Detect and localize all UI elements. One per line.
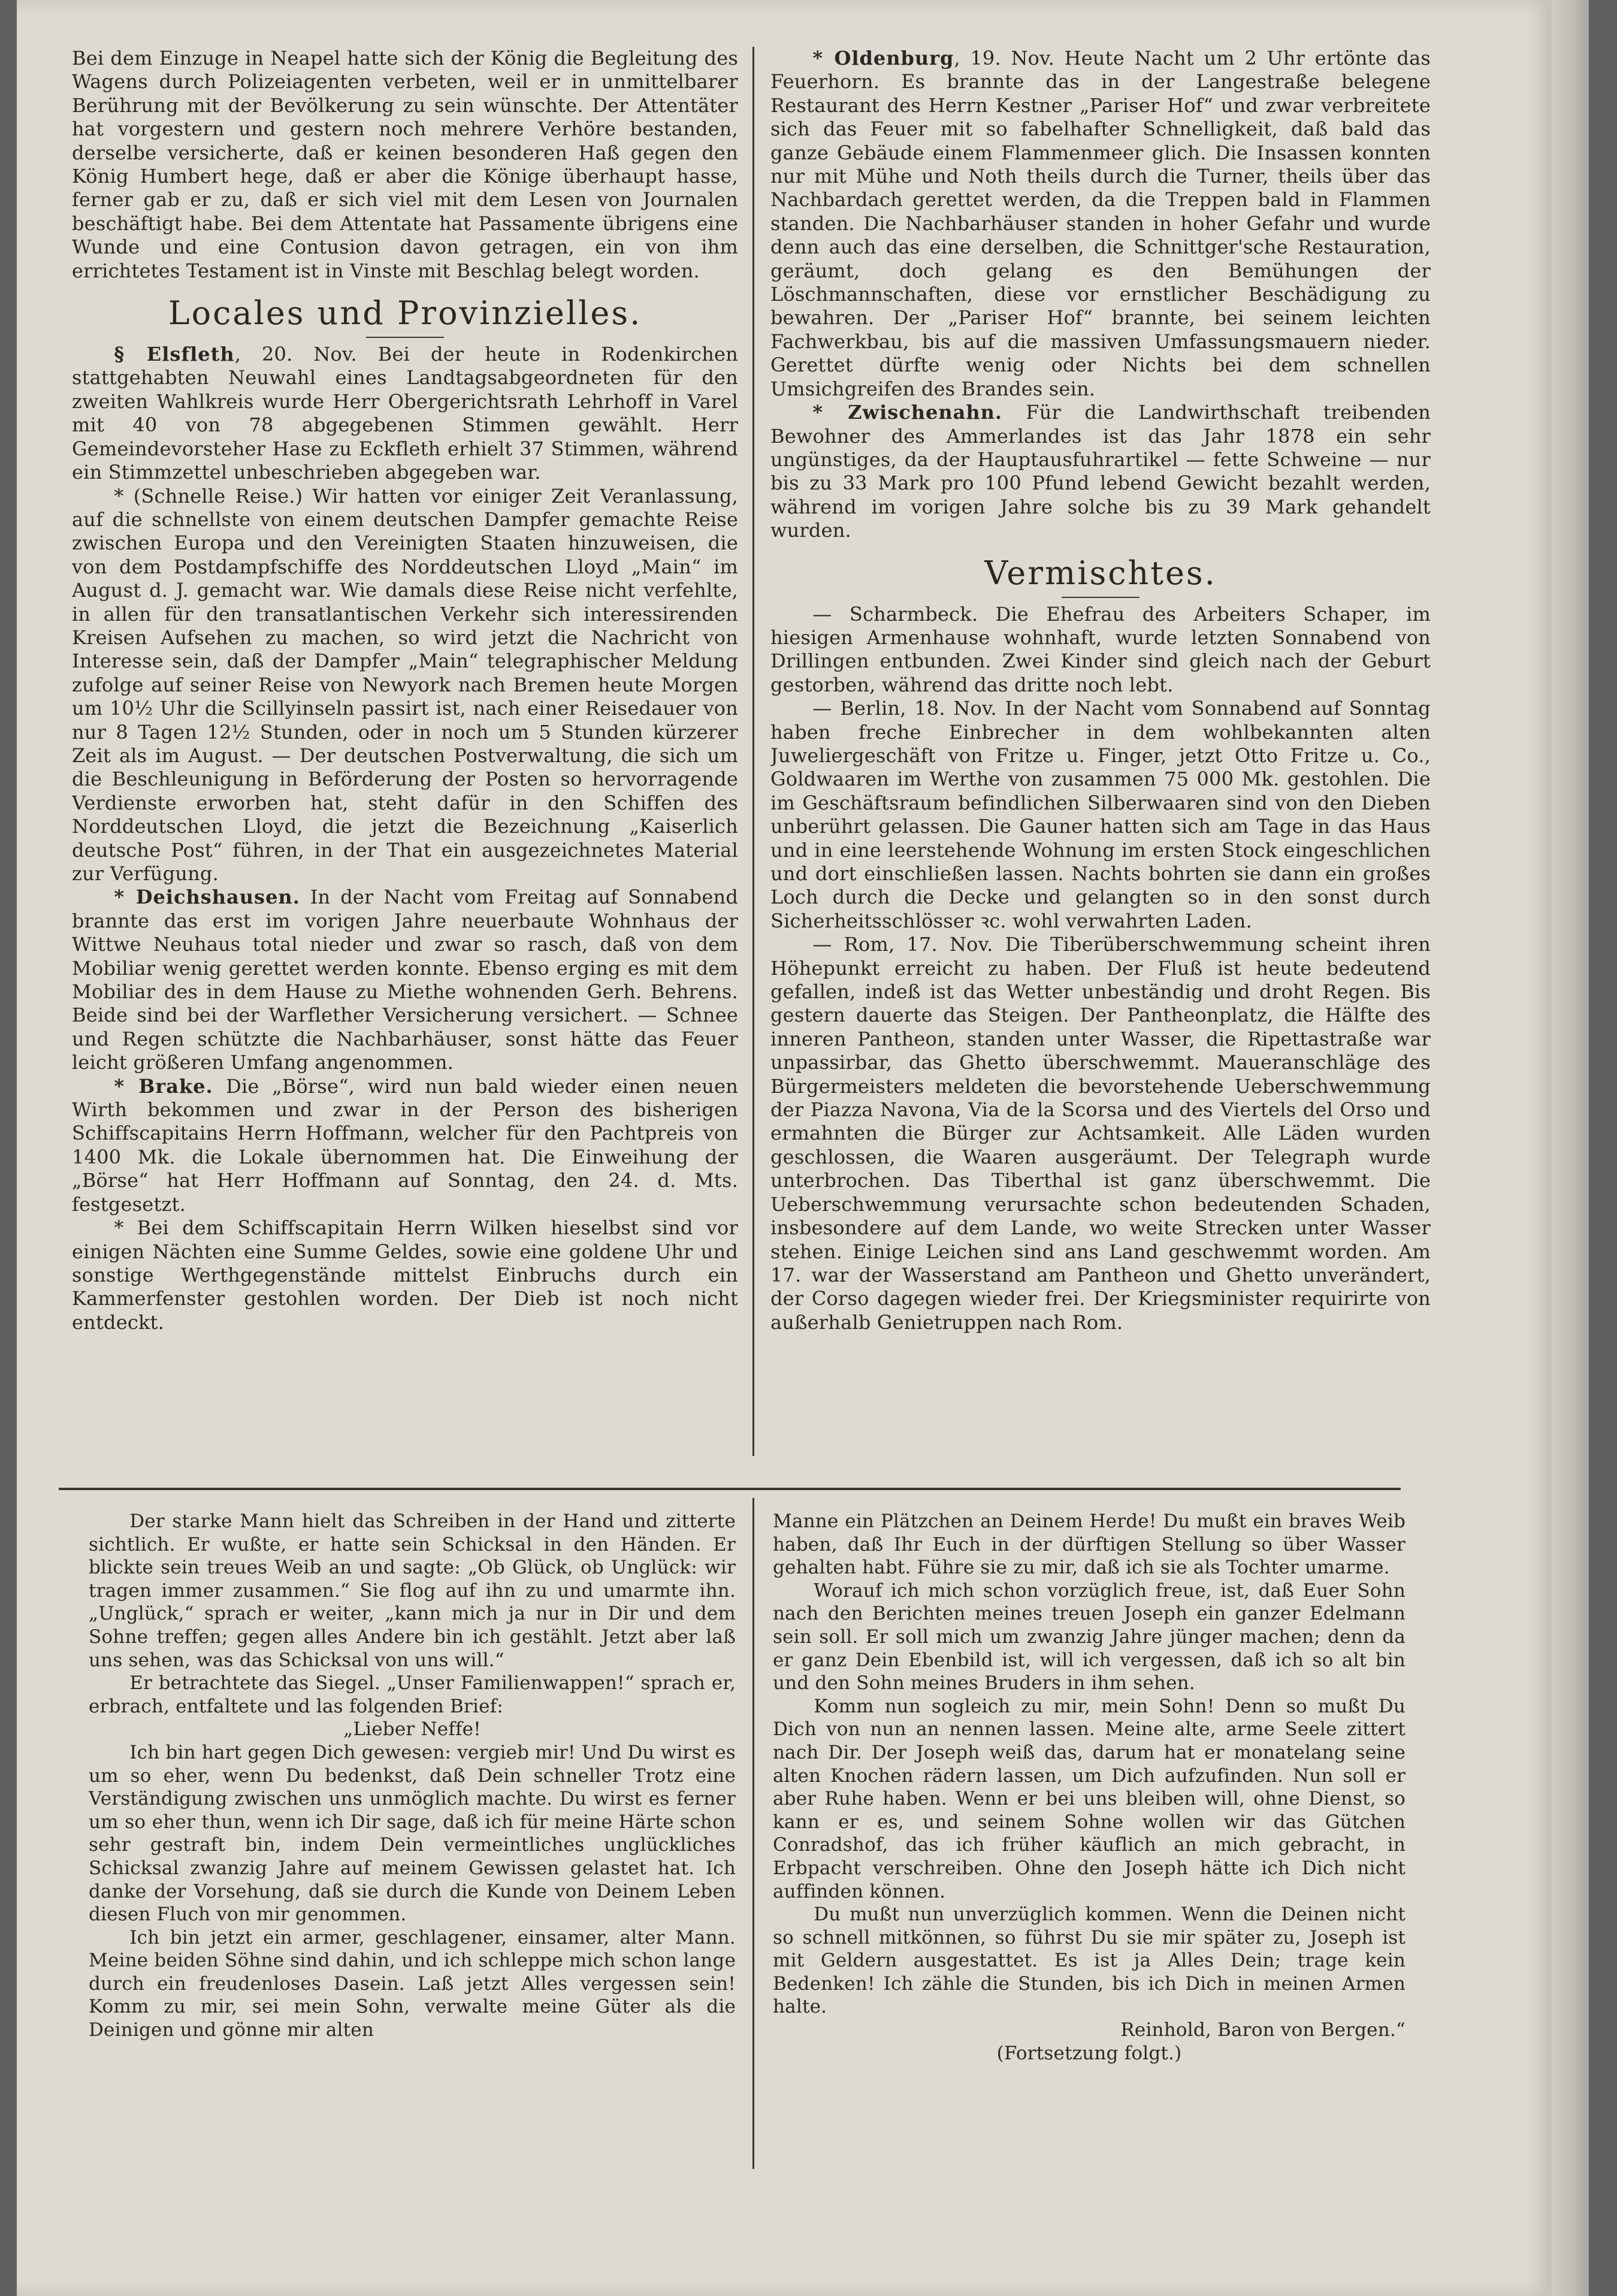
page-edge xyxy=(1552,0,1589,2296)
feuilleton-paragraph: Ich bin hart gegen Dich gewesen: vergieb mir! Und Du wirst es um so eher, wenn Du bedenkst, daß Dein schneller Trotz eine Verständigung zwischen uns unmöglich machte. Du wirst es ferner um so eher thun, wenn ich Dir sage, daß ich für meine Härte schon sehr gestraft bin, indem Dein vermeintliches unglückliches Schicksal zwanzig Jahre auf meinem Gewissen gelastet hat. Ich danke der Vorsehung, daß sie durch die Kunde von Deinem Leben diesen Fluch von mir genommen. xyxy=(89,1741,736,1926)
letter-salutation: „Lieber Neffe! xyxy=(343,1718,481,1741)
elsfleth-location: § Elsfleth xyxy=(114,343,235,366)
heading-rule xyxy=(1062,597,1140,598)
continuation-note: (Fortsetzung folgt.) xyxy=(996,2042,1182,2064)
letter-signature: Reinhold, Baron von Bergen.“ xyxy=(1120,2019,1406,2041)
section-heading-vermischtes: Vermischtes. xyxy=(984,554,1217,592)
top-left-column xyxy=(72,47,738,1437)
newspaper-page xyxy=(17,0,1552,2296)
heading-rule xyxy=(366,337,444,338)
deichshausen-location: * Deichshausen. xyxy=(114,886,300,909)
zwischenahn-article xyxy=(770,401,1431,542)
deichshausen-article xyxy=(72,886,738,1074)
feuilleton-paragraph: Ich bin jetzt ein armer, geschlagener, einsamer, alter Mann. Meine beiden Söhne sind dahin, und ich schleppe mich schon lange durch ein freudenloses Dasein. Laß jetzt Alles vergessen sein! Komm zu mir, sei mein Sohn, verwalte meine Güter als die Deinigen und gönne mir alten xyxy=(89,1926,736,2041)
berlin-article: — Berlin, 18. Nov. In der Nacht vom Sonnabend auf Sonntag haben freche Einbrecher in dem wohlbekannten alten Juweliergeschäft von Fritze u. Finger, jetzt Otto Fritze u. Co., Goldwaaren im Werthe von zusammen 75 000 Mk. gestohlen. Die im Geschäftsraum befindlichen Silberwaaren sind von den Dieben unberührt gelassen. Die Gauner hatten sich am Tage in das Haus und in eine leerstehende Wohnung im ersten Stock eingeschlichen und dort einschließen lassen. Nachts bohrten sie dann ein großes Loch durch die Decke und gelangten so in den sonst durch Sicherheitsschlösser ꝛc. wohl verwahrten Laden. xyxy=(770,697,1431,932)
neapel-article: Bei dem Einzuge in Neapel hatte sich der König die Begleitung des Wagens durch Polizeiagenten verbeten, weil er in unmittelbarer Berührung mit der Bevölkerung zu sein wünschte. Der Attentäter hat vorgestern und gestern noch mehrere Verhöre bestanden, derselbe versicherte, daß er keinen besonderen Haß gegen den König Humbert hege, daß er aber die Könige überhaupt hasse, ferner gab er zu, daß er sich viel mit dem Lesen von Journalen beschäftigt habe. Bei dem Attentate hat Passamente übrigens eine Wunde und eine Contusion davon getragen, ein von ihm errichtetes Testament ist in Vinste mit Beschlag belegt worden. xyxy=(72,47,738,282)
feuilleton-paragraph: Der starke Mann hielt das Schreiben in der Hand und zitterte sichtlich. Er wußte, er hatte sein Schicksal in den Händen. Er blickte sein treues Weib an und sagte: „Ob Glück, ob Unglück: wir tragen immer zusammen.“ Sie flog auf ihn zu und umarmte ihn. „Unglück,“ sprach er weiter, „kann mich ja nur in Dir und dem Sohne treffen; gegen alles Andere bin ich gestählt. Jetzt aber laß uns sehen, was das Schicksal von uns will.“ xyxy=(89,1510,736,1671)
section-heading-locales: Locales und Provinzielles. xyxy=(168,294,642,333)
elsfleth-date: , 20. Nov. xyxy=(234,343,357,366)
oldenburg-article xyxy=(770,47,1431,401)
elsfleth-text: Bei der heute in Rodenkirchen stattgehabten Neuwahl eines Landtagsabgeordneten für den zweiten Wahlkreis wurde Herr Obergerichtsrath Lehrhoff in Varel mit 40 von 78 abgegebenen Stimmen gewählt. Herr Gemeindevorsteher Hase zu Eckfleth erhielt 37 Stimmen, während ein Stimmzettel unbeschrieben abgegeben war. xyxy=(72,343,738,484)
oldenburg-location: * Oldenburg xyxy=(812,47,954,70)
oldenburg-date: , 19. Nov. xyxy=(954,47,1054,70)
zwischenahn-text: Für die Landwirthschaft treibenden Bewohner des Ammerlandes ist das Jahr 1878 ein sehr ungünstiges, da der Hauptausfuhrartikel — fette Schweine — nur bis zu 33 Mark pro 100 Pfund lebend Gewicht bezahlt werden, während im vorigen Jahre solche bis zu 39 Mark gehandelt wurden. xyxy=(770,401,1431,542)
feuilleton-right-column xyxy=(773,1510,1406,2229)
column-divider-top xyxy=(752,47,754,1456)
rom-article: — Rom, 17. Nov. Die Tiberüberschwemmung scheint ihren Höhepunkt erreicht zu haben. Der Fluß ist heute bedeutend gefallen, indeß ist das Wetter unbeständig und droht Regen. Bis gestern dauerte das Steigen. Der Pantheonplatz, die Hälfte des inneren Pantheon, standen unter Wasser, die Ripettastraße war unpassirbar, das Ghetto überschwemmt. Maueranschläge des Bürgermeisters meldeten die bevorstehende Ueberschwemmung der Piazza Navona, Via de la Scorsa und des Viertels del Orso und ermahnten die Bürger zur Achtsamkeit. Alle Läden wurden geschlossen, die Waaren ausgeräumt. Der Telegraph wurde unterbrochen. Das Tiberthal ist ganz überschwemmt. Die Ueberschwemmung verursachte schon bedeutenden Schaden, insbesondere auf dem Lande, wo weite Strecken unter Wasser stehen. Einige Leichen sind ans Land geschwemmt worden. Am 17. war der Wasserstand am Pantheon und Ghetto unverändert, der Corso dagegen wieder frei. Der Kriegsminister requirirte von außerhalb Genietruppen nach Rom. xyxy=(770,933,1431,1334)
deichshausen-text: In der Nacht vom Freitag auf Sonnabend brannte das erst im vorigen Jahre neuerbaute Wohnhaus der Wittwe Neuhaus total nieder und zwar so rasch, daß von dem Mobiliar wenig gerettet werden konnte. Ebenso erging es mit dem Mobiliar des in dem Hause zu Miethe wohnenden Gerh. Behrens. Beide sind bei der Warflether Versicherung versichert. — Schnee und Regen schützte die Nachbarhäuser, sonst hätte das Feuer leicht größeren Umfang angenommen. xyxy=(72,886,738,1074)
brake-text: Die „Börse“, wird nun bald wieder einen neuen Wirth bekommen und zwar in der Person des bisherigen Schiffscapitains Herrn Hoffmann, welcher für den Pachtpreis von 1400 Mk. die Lokale übernommen hat. Die Einweihung der „Börse“ hat Herr Hoffmann auf Sonntag, den 24. d. Mts. festgesetzt. xyxy=(72,1074,738,1216)
wilken-article: * Bei dem Schiffscapitain Herrn Wilken hieselbst sind vor einigen Nächten eine Summe Geldes, sowie eine goldene Uhr und sonstige Werthgegenstände mittelst Einbruchs durch ein Kammerfenster gestohlen worden. Der Dieb ist noch nicht entdeckt. xyxy=(72,1216,738,1334)
scharmbeck-article: — Scharmbeck. Die Ehefrau des Arbeiters Schaper, im hiesigen Armenhause wohnhaft, wurde letzten Sonnabend von Drillingen entbunden. Zwei Kinder sind gleich nach der Geburt gestorben, während das dritte noch lebt. xyxy=(770,602,1431,696)
top-right-column xyxy=(770,47,1431,1443)
column-divider-bottom xyxy=(752,1498,754,2169)
oldenburg-text: Heute Nacht um 2 Uhr ertönte das Feuerhorn. Es brannte das in der Langestraße belegene Restaurant des Herrn Kestner „Pariser Hof“ und zwar verbreitete sich das Feuer mit so fabelhafter Schnelligkeit, daß bald das ganze Gebäude einem Flammenmeer glich. Die Insassen konnten nur mit Mühe und Noth theils durch die Turner, theils über das Nachbardach gerettet werden, da die Treppen bald in Flammen standen. Die Nachbarhäuser standen in hoher Gefahr und wurde denn auch das eine derselben, die Schnittger'sche Restauration, geräumt, doch gelang es den Bemühungen der Löschmannschaften, diese vor ernstlicher Beschädigung zu bewahren. Der „Pariser Hof“ brannte, bei seinem leichten Fachwerkbau, bis auf die massiven Umfassungsmauern nieder. Gerettet dürfte wenig oder Nichts bei dem schnellen Umsichgreifen des Brandes sein. xyxy=(770,47,1431,400)
brake-location: * Brake. xyxy=(114,1074,213,1098)
zwischenahn-location: * Zwischenahn. xyxy=(812,401,1003,424)
feuilleton-paragraph: Er betrachtete das Siegel. „Unser Familienwappen!“ sprach er, erbrach, entfaltete und las folgenden Brief: xyxy=(89,1672,736,1717)
brake-article xyxy=(72,1075,738,1216)
feuilleton-left-column xyxy=(89,1510,736,2265)
feuilleton-divider xyxy=(59,1488,1401,1490)
feuilleton-paragraph: Du mußt nun unverzüglich kommen. Wenn die Deinen nicht so schnell mitkönnen, so führst Du sie mir später zu, Joseph ist mit Geldern ausgestattet. Es ist ja Alles Dein; trage kein Bedenken! Ich zähle die Stunden, bis ich Dich in meinen Armen halte. xyxy=(773,1904,1406,2018)
elsfleth-article xyxy=(72,343,738,484)
feuilleton-paragraph: Manne ein Plätzchen an Deinem Herde! Du mußt ein braves Weib haben, daß Ihr Euch in der dürftigen Stellung so über Wasser gehalten habt. Führe sie zu mir, daß ich sie als Tochter umarme. xyxy=(773,1510,1406,1579)
feuilleton-paragraph: Worauf ich mich schon vorzüglich freue, ist, daß Euer Sohn nach den Berichten meines treuen Joseph ein ganzer Edelmann sein soll. Er soll mich um zwanzig Jahre jünger machen; denn da er ganz Dein Ebenbild ist, will ich vergessen, daß ich so alt bin und den Sohn meines Bruders in ihm sehen. xyxy=(773,1579,1406,1694)
schnelle-reise-article: * (Schnelle Reise.) Wir hatten vor einiger Zeit Veranlassung, auf die schnellste von einem deutschen Dampfer gemachte Reise zwischen Europa und den Vereinigten Staaten hinzuweisen, die von dem Postdampfschiffe des Norddeutschen Lloyd „Main“ im August d. J. gemacht war. Wie damals diese Reise nicht verfehlte, in allen für den transatlantischen Verkehr sich interessirenden Kreisen Aufsehen zu machen, so wird jetzt die Nachricht von Interesse sein, daß der Dampfer „Main“ telegraphischer Meldung zufolge auf seiner Reise von Newyork nach Bremen heute Morgen um 10½ Uhr die Scillyinseln passirt ist, nach einer Reisedauer von nur 8 Tagen 12½ Stunden, oder in noch um 5 Stunden kürzerer Zeit als im August. — Der deutschen Postverwaltung, die sich um die Beschleunigung in Beförderung der Posten so hervorragende Verdienste erworben hat, steht dafür in den Schiffen des Norddeutschen Lloyd, die jetzt die Bezeichnung „Kaiserlich deutsche Post“ führen, in der That ein ausgezeichnetes Material zur Verfügung. xyxy=(72,484,738,885)
feuilleton-paragraph: Komm nun sogleich zu mir, mein Sohn! Denn so mußt Du Dich von nun an nennen lassen. Meine alte, arme Seele zittert nach Dir. Der Joseph weiß das, darum hat er monatelang seine alten Knochen rädern lassen, um Dich aufzufinden. Nun soll er aber Ruhe haben. Wenn er bei uns bleiben will, ohne Dienst, so kann er es, und seinem Sohne wollen wir das Gütchen Conradshof, das ich früher käuflich an mich gebracht, in Erbpacht verschreiben. Ohne den Joseph hätte ich Dich nicht auffinden können. xyxy=(773,1695,1406,1902)
